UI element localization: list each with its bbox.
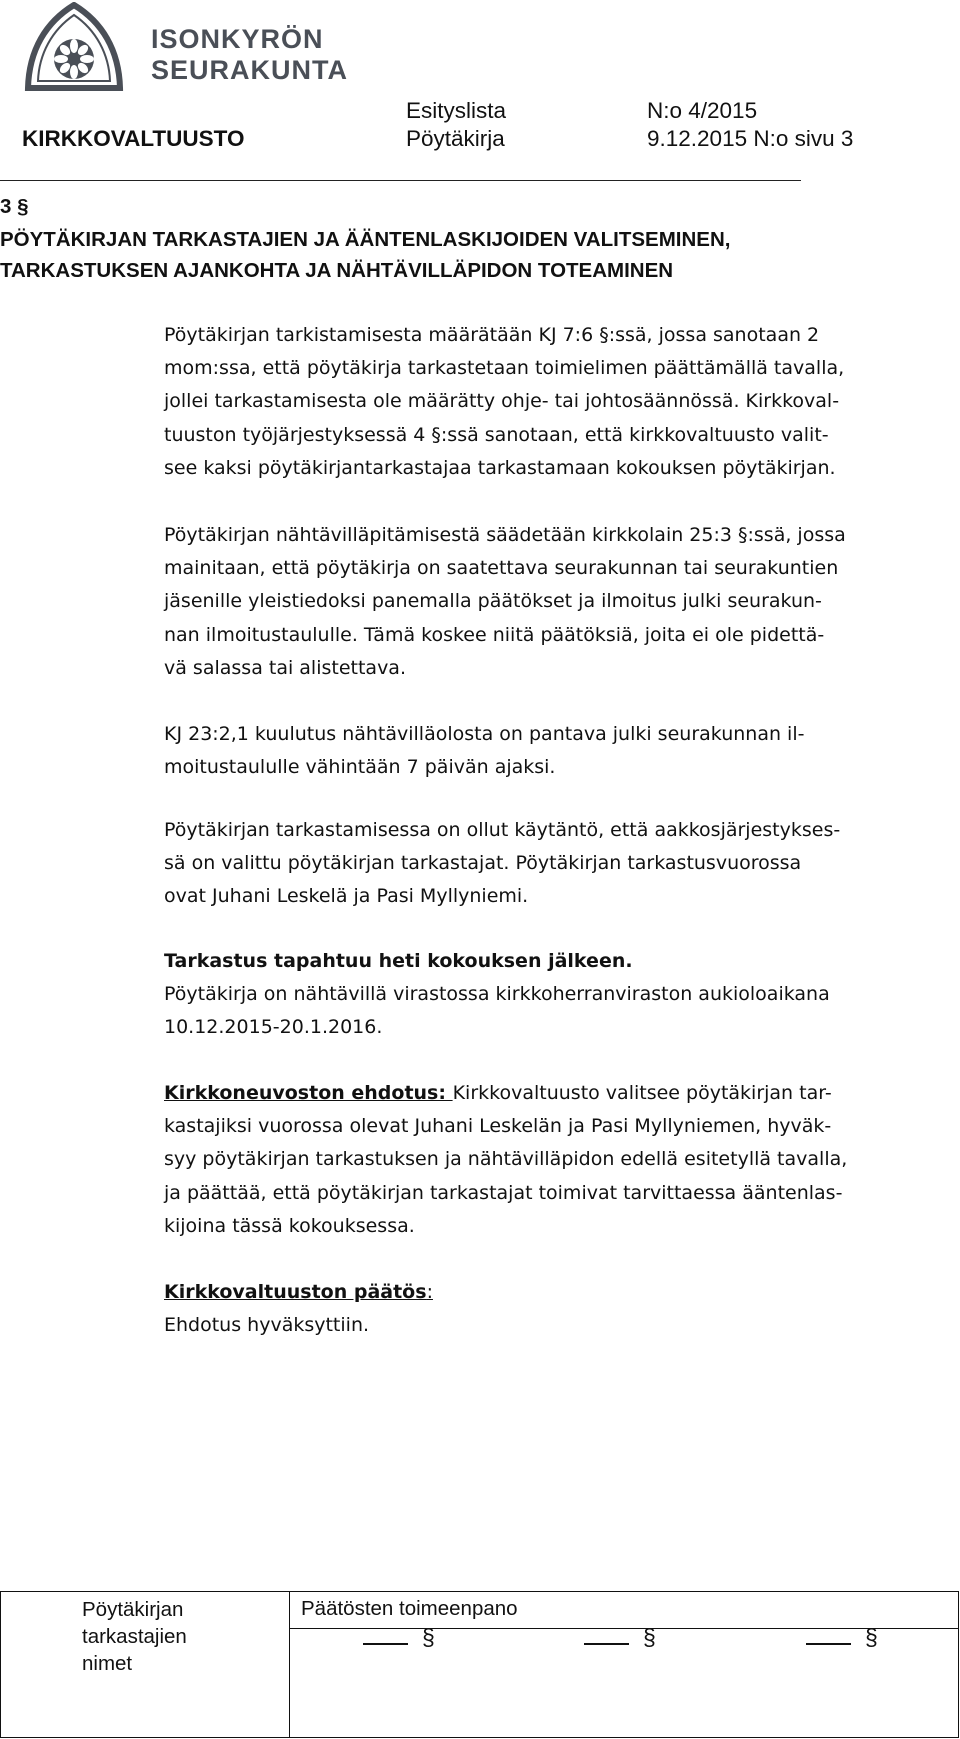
- section-slot-3: [806, 1621, 878, 1651]
- text-line: kijoina tässä kokouksessa.: [164, 1214, 415, 1237]
- section-title-line-2: TARKASTUKSEN AJANKOHTA JA NÄHTÄVILLÄPIDON TOTEAMINEN: [0, 259, 674, 282]
- doc-type-agenda: Esityslista: [406, 98, 507, 123]
- parish-logo: [24, 2, 348, 94]
- section-title-line-1: PÖYTÄKIRJAN TARKASTAJIEN JA ÄÄNTENLASKIJOIDEN VALITSEMINEN,: [0, 228, 731, 251]
- body-name: KIRKKOVALTUUSTO: [22, 126, 245, 151]
- blank-line: [363, 1621, 408, 1645]
- text-line: Pöytäkirjan tarkastamisessa on ollut käytäntö, että aakkosjärjestykses-: [164, 819, 841, 841]
- paragraph-4: [164, 814, 949, 914]
- text-line: Pöytäkirja on nähtävillä virastossa kirkkoherranviraston aukioloaikana: [164, 983, 830, 1006]
- text-line: see kaksi pöytäkirjantarkastajaa tarkastamaan kokouksen pöytäkirjan.: [164, 456, 836, 479]
- text-line: tuuston työjärjestyksessä 4 §:ssä sanotaan, että kirkkovaltuusto valit-: [164, 423, 829, 446]
- paragraph-3: [164, 718, 949, 784]
- footer-left-line: nimet: [82, 1652, 133, 1675]
- inspectors-names-label: [82, 1596, 187, 1677]
- logo-wordmark: [151, 24, 348, 86]
- decision-text: Ehdotus hyväksyttiin.: [164, 1314, 370, 1337]
- logo-line-1: ISONKYRÖN: [151, 24, 324, 54]
- logo-line-2: SEURAKUNTA: [151, 55, 348, 85]
- decision-paragraph: [164, 1276, 949, 1342]
- date-page: 9.12.2015 N:o sivu 3: [647, 126, 854, 151]
- proposal-first-text: Kirkkovaltuusto valitsee pöytäkirjan tar-: [452, 1082, 832, 1104]
- footer-divider: [289, 1592, 290, 1737]
- decision-label: Kirkkovaltuuston päätös: [164, 1281, 427, 1303]
- text-line: kastajiksi vuorossa olevat Juhani Leskelän ja Pasi Myllyniemen, hyväk-: [164, 1115, 832, 1138]
- doc-type-minutes: Pöytäkirja: [406, 126, 505, 151]
- paragraph-5: [164, 945, 949, 1045]
- proposal-paragraph: [164, 1077, 949, 1243]
- proposal-label: Kirkkoneuvoston ehdotus:: [164, 1082, 453, 1104]
- inspection-note: Tarkastus tapahtuu heti kokouksen jälkeen.: [164, 950, 633, 972]
- text-line: mainitaan, että pöytäkirja on saatettava seurakunnan tai seurakuntien: [164, 557, 839, 580]
- blank-line: [584, 1621, 629, 1645]
- text-line: moitustaululle vähintään 7 päivän ajaksi.: [164, 756, 556, 779]
- section-mark: §: [643, 1624, 656, 1650]
- text-line: jollei tarkastamisesta ole määrätty ohje- tai johtosäännössä. Kirkkoval-: [164, 390, 840, 413]
- section-number: 3 §: [0, 195, 29, 218]
- text-line: syy pöytäkirjan tarkastuksen ja nähtävilläpidon edellä esitetyllä tavalla,: [164, 1148, 848, 1171]
- footer-box: [0, 1591, 959, 1738]
- text-line: 10.12.2015-20.1.2016.: [164, 1016, 383, 1039]
- implementation-title: Päätösten toimeenpano: [301, 1597, 518, 1620]
- text-line: ja päättää, että pöytäkirjan tarkastajat toimivat tarvittaessa ääntenlas-: [164, 1181, 843, 1204]
- text-line: mom:ssa, että pöytäkirja tarkastetaan toimielimen päättämällä tavalla,: [164, 357, 845, 380]
- parish-emblem-icon: [24, 2, 124, 94]
- section-mark: §: [422, 1624, 435, 1650]
- footer-left-line: tarkastajien: [82, 1625, 187, 1648]
- text-line: Pöytäkirjan nähtävilläpitämisestä säädetään kirkkolain 25:3 §:ssä, jossa: [164, 524, 846, 546]
- section-slot-1: [363, 1621, 435, 1651]
- paragraph-2: [164, 519, 949, 685]
- text-line: ovat Juhani Leskelä ja Pasi Myllyniemi.: [164, 885, 529, 908]
- section-mark: §: [865, 1624, 878, 1650]
- text-line: sä on valittu pöytäkirjan tarkastajat. Pöytäkirjan tarkastusvuorossa: [164, 852, 802, 875]
- header-rule: [0, 180, 801, 181]
- text-line: KJ 23:2,1 kuulutus nähtävilläolosta on pantava julki seurakunnan il-: [164, 723, 805, 745]
- text-line: nan ilmoitustaululle. Tämä koskee niitä päätöksiä, joita ei ole pidettä-: [164, 623, 825, 646]
- doc-number: N:o 4/2015: [647, 98, 758, 123]
- text-line: Pöytäkirjan tarkistamisesta määrätään KJ 7:6 §:ssä, jossa sanotaan 2: [164, 324, 820, 346]
- text-line: jäsenille yleistiedoksi panemalla päätökset ja ilmoitus julki seurakun-: [164, 590, 822, 613]
- blank-line: [806, 1621, 851, 1645]
- decision-heading: [164, 1276, 949, 1309]
- decision-colon: :: [426, 1281, 433, 1303]
- section-slot-2: [584, 1621, 656, 1651]
- proposal-first-line: [164, 1077, 949, 1110]
- paragraph-1: [164, 319, 949, 485]
- footer-left-line: Pöytäkirjan: [82, 1598, 184, 1621]
- text-line: vä salassa tai alistettava.: [164, 656, 406, 679]
